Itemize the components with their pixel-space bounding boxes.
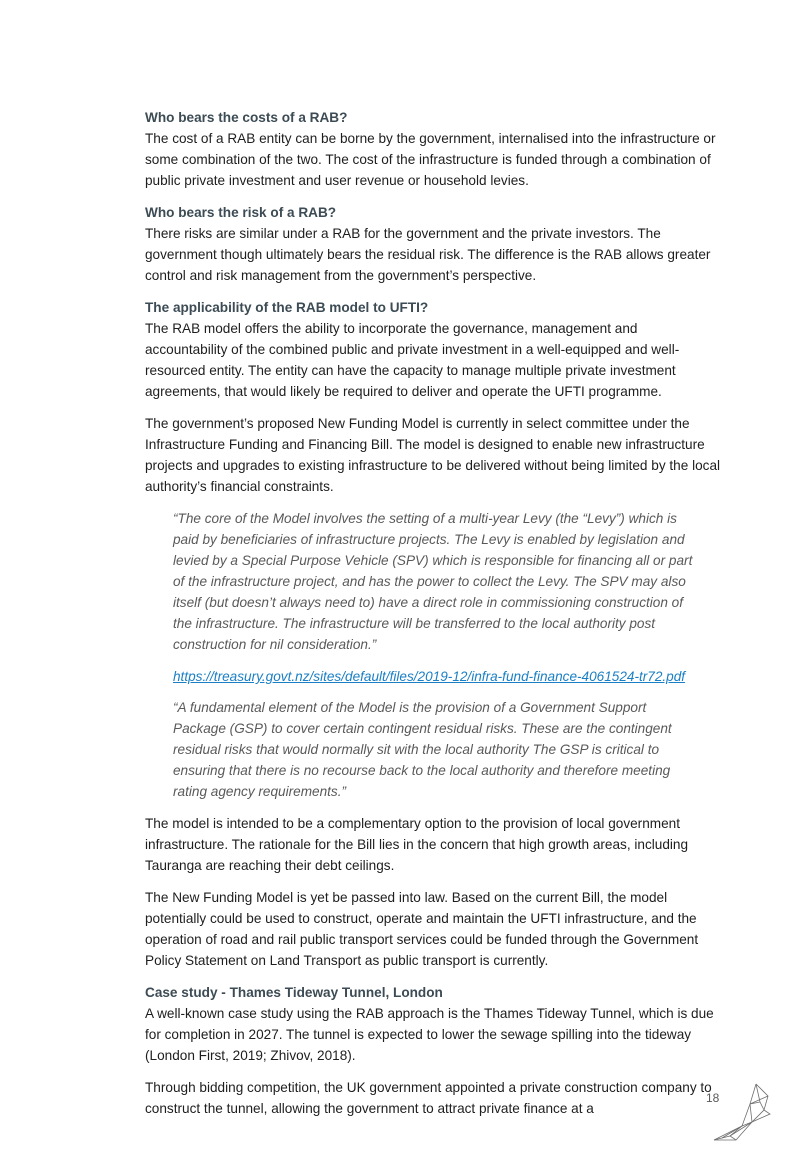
- heading-risk: Who bears the risk of a RAB?: [145, 205, 337, 220]
- paragraph-bidding: Through bidding competition, the UK government appointed a private construction company to construct the tunnel, allowing the government to attract private finance at a: [145, 1080, 712, 1116]
- geometric-logo-icon: [712, 1082, 774, 1142]
- section-costs: [145, 107, 723, 191]
- page-number: 18: [706, 1091, 720, 1105]
- section-case-study: [145, 982, 723, 1066]
- paragraph-applicability: The RAB model offers the ability to incorporate the governance, management and accountability of the combined public and private investment in a well-equipped and well-resourced entity. The entity can have the capacity to manage multiple private investment agreements, that would likely be required to deliver and operate the UFTI programme.: [145, 321, 680, 399]
- document-page: [145, 107, 723, 1130]
- paragraph-complementary: The model is intended to be a complementary option to the provision of local government infrastructure. The rationale for the Bill lies in the concern that high growth areas, including Tauranga are reaching their debt ceilings.: [145, 816, 689, 873]
- section-risk: [145, 202, 723, 286]
- paragraph-risk: There risks are similar under a RAB for the government and the private investors. The government though ultimately bears the residual risk. The difference is the RAB allows greater control and risk management from the government’s perspective.: [145, 226, 711, 283]
- treasury-link[interactable]: https://treasury.govt.nz/sites/default/files/2019-12/infra-fund-finance-4061524-tr72.pdf: [173, 669, 686, 684]
- paragraph-costs: The cost of a RAB entity can be borne by the government, internalised into the infrastructure or some combination of the two. The cost of the infrastructure is funded through a combination of public private investment and user revenue or household levies.: [145, 131, 716, 188]
- heading-applicability: The applicability of the RAB model to UFTI?: [145, 300, 429, 315]
- paragraph-case-study: A well-known case study using the RAB approach is the Thames Tideway Tunnel, which is due for completion in 2027. The tunnel is expected to lower the sewage spilling into the tideway (London First, 2019; Zhivov, 2018).: [145, 1006, 714, 1063]
- quote-levy: “The core of the Model involves the setting of a multi-year Levy (the “Levy”) which is paid by beneficiaries of infrastructure projects. The Levy is enabled by legislation and levied by a Special Purpose Vehicle (SPV) which is responsible for financing all or part of the infrastructure project, and has the power to collect the Levy. The SPV may also itself (but doesn’t always need to) have a direct role in commissioning construction of the infrastructure. The infrastructure will be transferred to the local authority post construction for nil consideration.”: [173, 511, 693, 652]
- heading-costs: Who bears the costs of a RAB?: [145, 110, 348, 125]
- paragraph-not-passed: The New Funding Model is yet be passed into law. Based on the current Bill, the model potentially could be used to construct, operate and maintain the UFTI infrastructure, and the operation of road and rail public transport services could be funded through the Government Policy Statement on Land Transport as public transport is currently.: [145, 890, 699, 968]
- paragraph-funding-model: The government’s proposed New Funding Model is currently in select committee under the Infrastructure Funding and Financing Bill. The model is designed to enable new infrastructure projects and upgrades to existing infrastructure to be delivered without being limited by the local authority’s financial constraints.: [145, 416, 721, 494]
- section-applicability: [145, 297, 723, 402]
- heading-case-study: Case study - Thames Tideway Tunnel, London: [145, 985, 443, 1000]
- quote-gsp: “A fundamental element of the Model is the provision of a Government Support Package (GSP) to cover certain contingent residual risks. These are the contingent residual risks that would normally sit with the local authority The GSP is critical to ensuring that there is no recourse back to the local authority and therefore meeting rating agency requirements.”: [173, 700, 672, 799]
